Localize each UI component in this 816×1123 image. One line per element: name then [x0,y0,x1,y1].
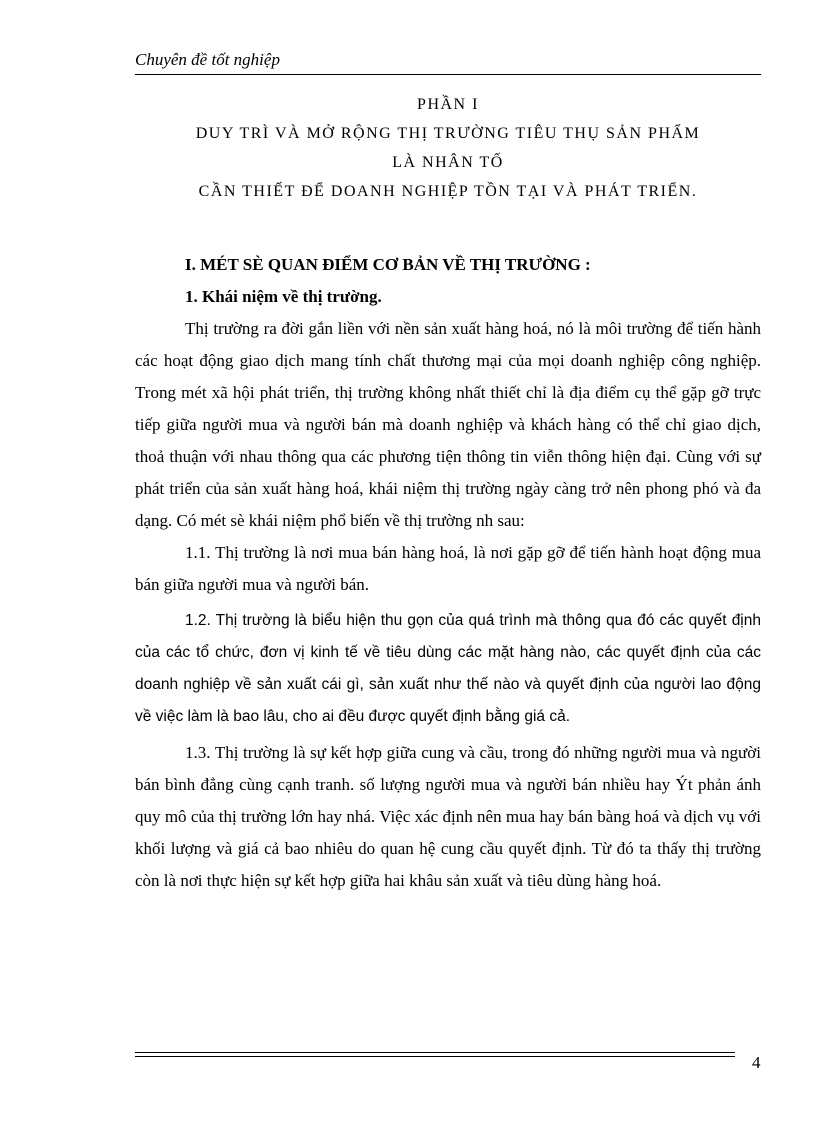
part-label: PHẦN I [417,96,479,113]
footer-double-rule [135,1052,735,1057]
page-number: 4 [752,1053,761,1072]
part-title-line-1: DUY TRÌ VÀ MỞ RỘNG THỊ TRƯỜNG TIÊU THỤ SẢN PHẨM [195,125,701,142]
section-heading: I. MÉT SÈ QUAN ĐIỂM CƠ BẢN VỀ THỊ TRƯỜNG : [185,255,591,274]
running-header [135,48,761,75]
document-body [135,249,761,897]
subsection-heading: 1. Khái niệm về thị trường. [185,287,382,306]
intro-paragraph: Thị trường ra đời gắn liền với nền sản xuất hàng hoá, nó là môi trường để tiến hành các hoạt động giao dịch mang tính chất thương mại của mọi doanh nghiệp công nghiệp. Trong mét xã hội phát triển, thị trường không nhất thiết chỉ là địa điểm cụ thể gặp gỡ trực tiếp giữa người mua và người bán mà doanh nghiệp và khách hàng có thể chỉ giao dịch, thoả thuận với nhau thông qua các phương tiện thông tin viễn thông hiện đại. Cùng với sự phát triển của sản xuất hàng hoá, khái niệm thị trường ngày càng trở nên phong phó và đa dạng. Có mét sè khái niệm phổ biến về thị trường nh sau: [135,319,761,530]
running-header-title: Chuyên đề tốt nghiệp [135,50,280,69]
definition-paragraph-2: 1.2. Thị trường là biểu hiện thu gọn của quá trình mà thông qua đó các quyết định của các tổ chức, đơn vị kinh tế về tiêu dùng các mặt hàng nào, các quyết định của các doanh nghiệp về sản xuất cái gì, sản xuất như thế nào và quyết định của người lao động về việc làm là bao lâu, cho ai đều được quyết định bằng giá cả. [135,612,761,725]
definition-paragraph-3: 1.3. Thị trường là sự kết hợp giữa cung và cầu, trong đó những người mua và người bán bình đẳng cùng cạnh tranh. số lượng người mua và người bán nhiều hay Ýt phản ánh quy mô của thị trường lớn hay nhá. Việc xác định nên mua hay bán bàng hoá và dịch vụ với khối lượng và giá cả bao nhiêu do quan hệ cung cầu quyết định. Từ đó ta thấy thị trường còn là nơi thực hiện sự kết hợp giữa hai khâu sản xuất và tiêu dùng hàng hoá. [135,743,761,890]
part-title-line-2: LÀ NHÂN TỐ [392,154,504,171]
part-title-block [135,90,761,206]
part-title-line-3: CẦN THIẾT ĐỂ DOANH NGHIỆP TỒN TẠI VÀ PHÁT TRIỂN. [198,183,698,200]
definition-paragraph-1: 1.1. Thị trường là nơi mua bán hàng hoá, là nơi gặp gỡ để tiến hành hoạt động mua bán giữa người mua và người bán. [135,543,761,594]
